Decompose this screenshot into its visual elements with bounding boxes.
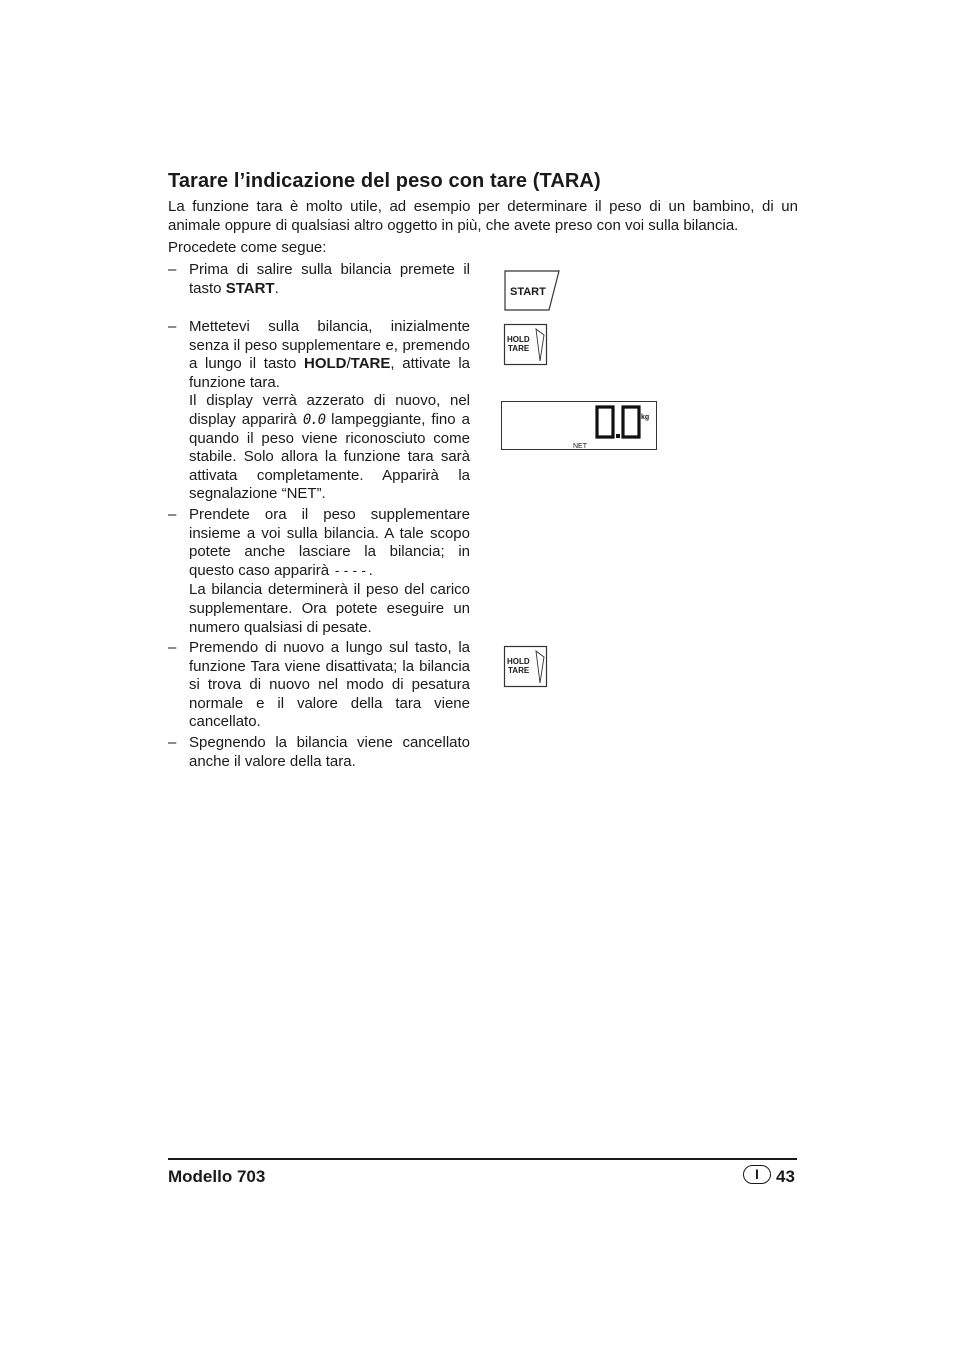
intro-paragraph: La funzione tara è molto utile, ad esempio per determinare il peso di un bambino, di un animale oppure di qualsiasi altro oggetto in più, che avete preso con voi sulla bilancia.	[168, 198, 798, 234]
hold-key-label: HOLD	[507, 335, 530, 344]
lcd-net-indicator: NET	[573, 443, 587, 450]
footer-model: Modello 703	[168, 1167, 266, 1186]
bullet-dash: –	[168, 318, 177, 335]
hold-tare-key-icon-2	[503, 645, 549, 689]
step-1-text: Prima di salire sulla bilancia premete il tasto START.	[189, 261, 470, 297]
dashes-symbol: ----	[333, 563, 369, 579]
tare-key-label: TARE	[508, 344, 530, 353]
step-4-text: Premendo di nuovo a lungo sul tasto, la funzione Tara viene disattivata; la bilancia si trova di nuovo nel modo di pesatura normale e il valore della tara viene cancellato.	[189, 639, 470, 731]
lcd-digits-icon	[597, 407, 639, 438]
start-key-name: START	[225, 279, 275, 297]
footer-divider	[168, 1158, 797, 1160]
start-key-icon	[503, 269, 561, 313]
page-title: Tarare l’indicazione del peso con tare (TARA)	[168, 170, 601, 192]
bullet-dash: –	[168, 506, 177, 523]
bullet-dash: –	[168, 261, 177, 278]
step-2-detail: Il display verrà azzerato di nuovo, nel display apparirà 0.0 lampeggiante, fino a quando il peso viene riconosciuto come stabile. Solo allora la funzione tara sarà attivata completamente. Apparirà la segnalazione “NET”.	[189, 392, 470, 503]
tare-key-label: TARE	[508, 666, 530, 675]
step-3-text: Prendete ora il peso supplementare insieme a voi sulla bilancia. A tale scopo potete anche lasciare la bilancia; in questo caso apparirà ----.	[189, 506, 470, 579]
step-3-detail: La bilancia determinerà il peso del carico supplementare. Ora potete eseguire un numero qualsiasi di pesate.	[189, 581, 470, 636]
hold-key-name: HOLD	[304, 355, 347, 373]
bullet-dash: –	[168, 639, 177, 656]
start-key-label: START	[510, 286, 546, 298]
hold-key-label: HOLD	[507, 657, 530, 666]
language-badge: I	[743, 1165, 771, 1184]
step-5-text: Spegnendo la bilancia viene cancellato anche il valore della tara.	[189, 734, 470, 770]
page-number: 43	[776, 1167, 795, 1186]
step-2-text: Mettetevi sulla bilancia, inizialmente senza il peso supplementare e, premendo a lungo il tasto HOLD/TARE, attivate la funzione tara.	[189, 318, 470, 391]
bullet-dash: –	[168, 734, 177, 751]
tare-key-name: TARE	[350, 355, 391, 373]
lcd-unit: kg	[641, 414, 650, 421]
lcd-display	[501, 401, 657, 450]
segment-zero-symbol: 0.0	[302, 411, 326, 428]
hold-tare-key-icon	[503, 323, 549, 367]
procedure-intro: Procedete come segue:	[168, 239, 327, 256]
